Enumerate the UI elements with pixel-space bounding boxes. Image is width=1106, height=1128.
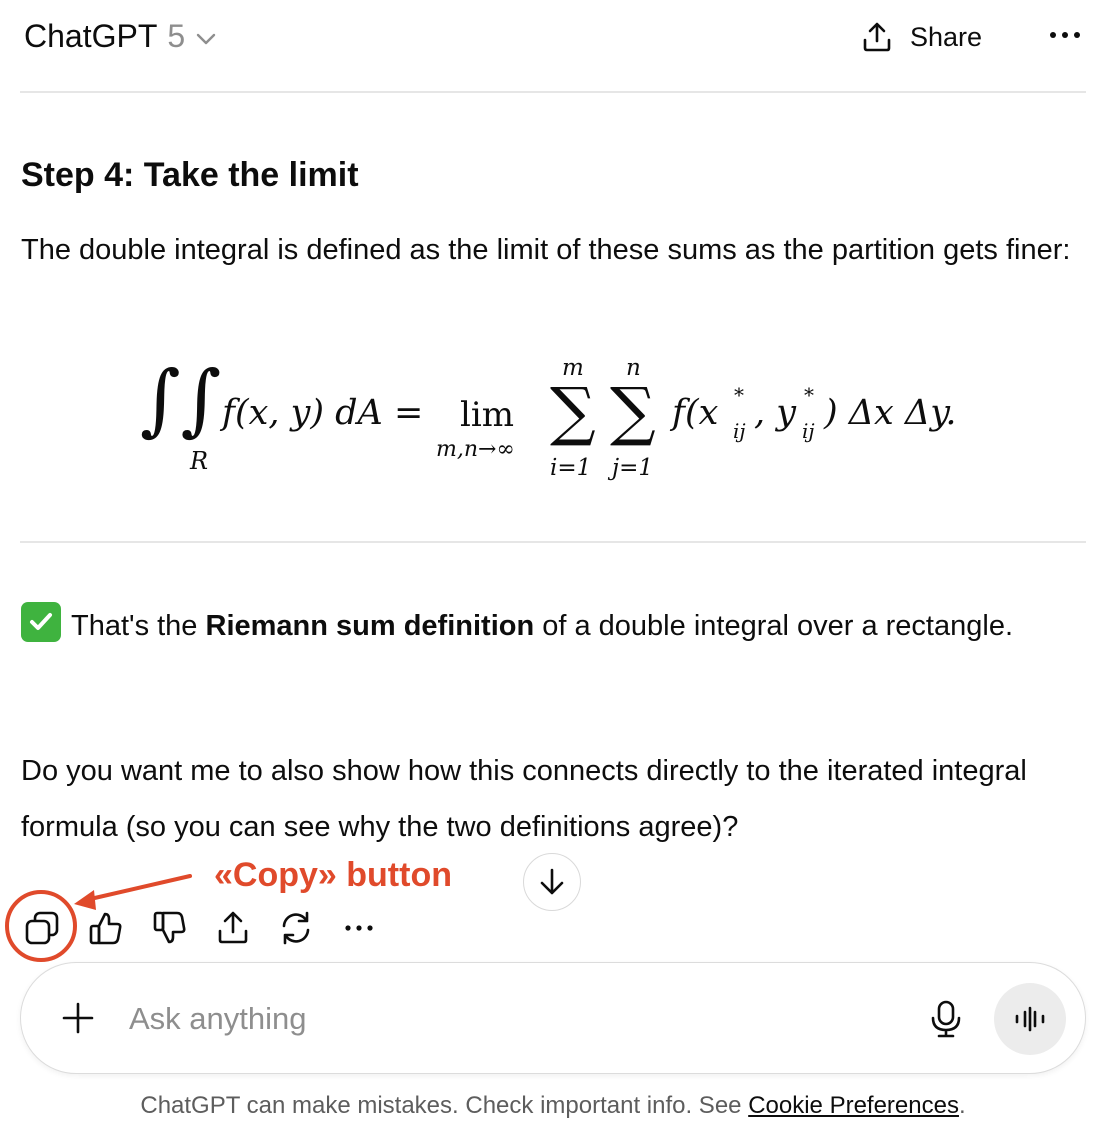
voice-mode-button[interactable]	[994, 983, 1066, 1055]
region-label: R	[190, 447, 209, 475]
cookie-preferences-link[interactable]: Cookie Preferences	[748, 1092, 959, 1119]
share-icon[interactable]	[213, 908, 253, 948]
limit-subscript: m,n→∞	[436, 437, 515, 462]
model-name: ChatGPT	[24, 18, 158, 54]
conclusion-paragraph: That's the Riemann sum definition of a double integral over a rectangle.	[21, 598, 1071, 654]
equals-sign: =	[394, 393, 424, 433]
lhs-integrand: f(x, y) dA	[222, 393, 383, 433]
share-button[interactable]	[860, 20, 982, 54]
follow-up-question: Do you want me to also show how this connects directly to the iterated integral formula (so you can see why the two definitions agree)?	[21, 755, 1027, 843]
model-version: 5	[167, 18, 186, 54]
bold-term: Riemann sum definition	[205, 610, 535, 642]
microphone-icon[interactable]	[929, 999, 963, 1039]
voice-mode-icon	[1013, 1006, 1047, 1032]
check-mark-icon	[21, 602, 61, 642]
scroll-to-bottom-button[interactable]	[523, 853, 581, 911]
divider	[20, 541, 1086, 543]
model-selector[interactable]	[24, 18, 217, 55]
share-label: Share	[910, 21, 983, 52]
share-icon	[860, 20, 894, 54]
annotation-label: «Copy» button	[214, 856, 452, 894]
disclaimer: ChatGPT can make mistakes. Check important info. See Cookie Preferences.	[140, 1092, 966, 1119]
ask-input[interactable]	[127, 993, 891, 1045]
regenerate-icon[interactable]	[276, 908, 316, 948]
copy-button-highlight	[5, 890, 77, 962]
more-options-icon[interactable]	[1048, 30, 1082, 40]
y-superscript: *	[804, 383, 814, 407]
chevron-down-icon	[195, 32, 217, 46]
plus-icon[interactable]	[61, 1001, 95, 1035]
rhs-tail: ) Δx Δy.	[824, 393, 957, 433]
intro-paragraph: The double integral is defined as the limit of these sums as the partition gets finer:	[21, 234, 1071, 266]
double-integral-sign: ∫∫	[140, 355, 222, 445]
sum-sign-i: ∑	[550, 375, 596, 449]
x-subscript: ij	[733, 419, 746, 443]
arrow-down-icon	[538, 867, 566, 897]
limit-operator: lim	[460, 395, 514, 435]
thumbs-down-icon[interactable]	[150, 908, 190, 948]
section-heading: Step 4: Take the limit	[21, 156, 359, 194]
y-term: , y	[754, 393, 797, 433]
rhs-function: f(x	[672, 393, 719, 433]
sum-j-upper: n	[626, 355, 641, 381]
divider	[20, 91, 1086, 93]
composer	[20, 962, 1086, 1074]
thumbs-up-icon[interactable]	[86, 908, 126, 948]
more-icon[interactable]	[340, 908, 380, 948]
y-subscript: ij	[802, 419, 815, 443]
sum-j-lower: j=1	[612, 455, 654, 481]
sum-sign-j: ∑	[610, 375, 656, 449]
top-bar	[0, 0, 1106, 80]
double-integral-formula	[140, 355, 980, 485]
sum-i-upper: m	[562, 355, 584, 381]
sum-i-lower: i=1	[550, 455, 592, 481]
x-superscript: *	[734, 383, 744, 407]
